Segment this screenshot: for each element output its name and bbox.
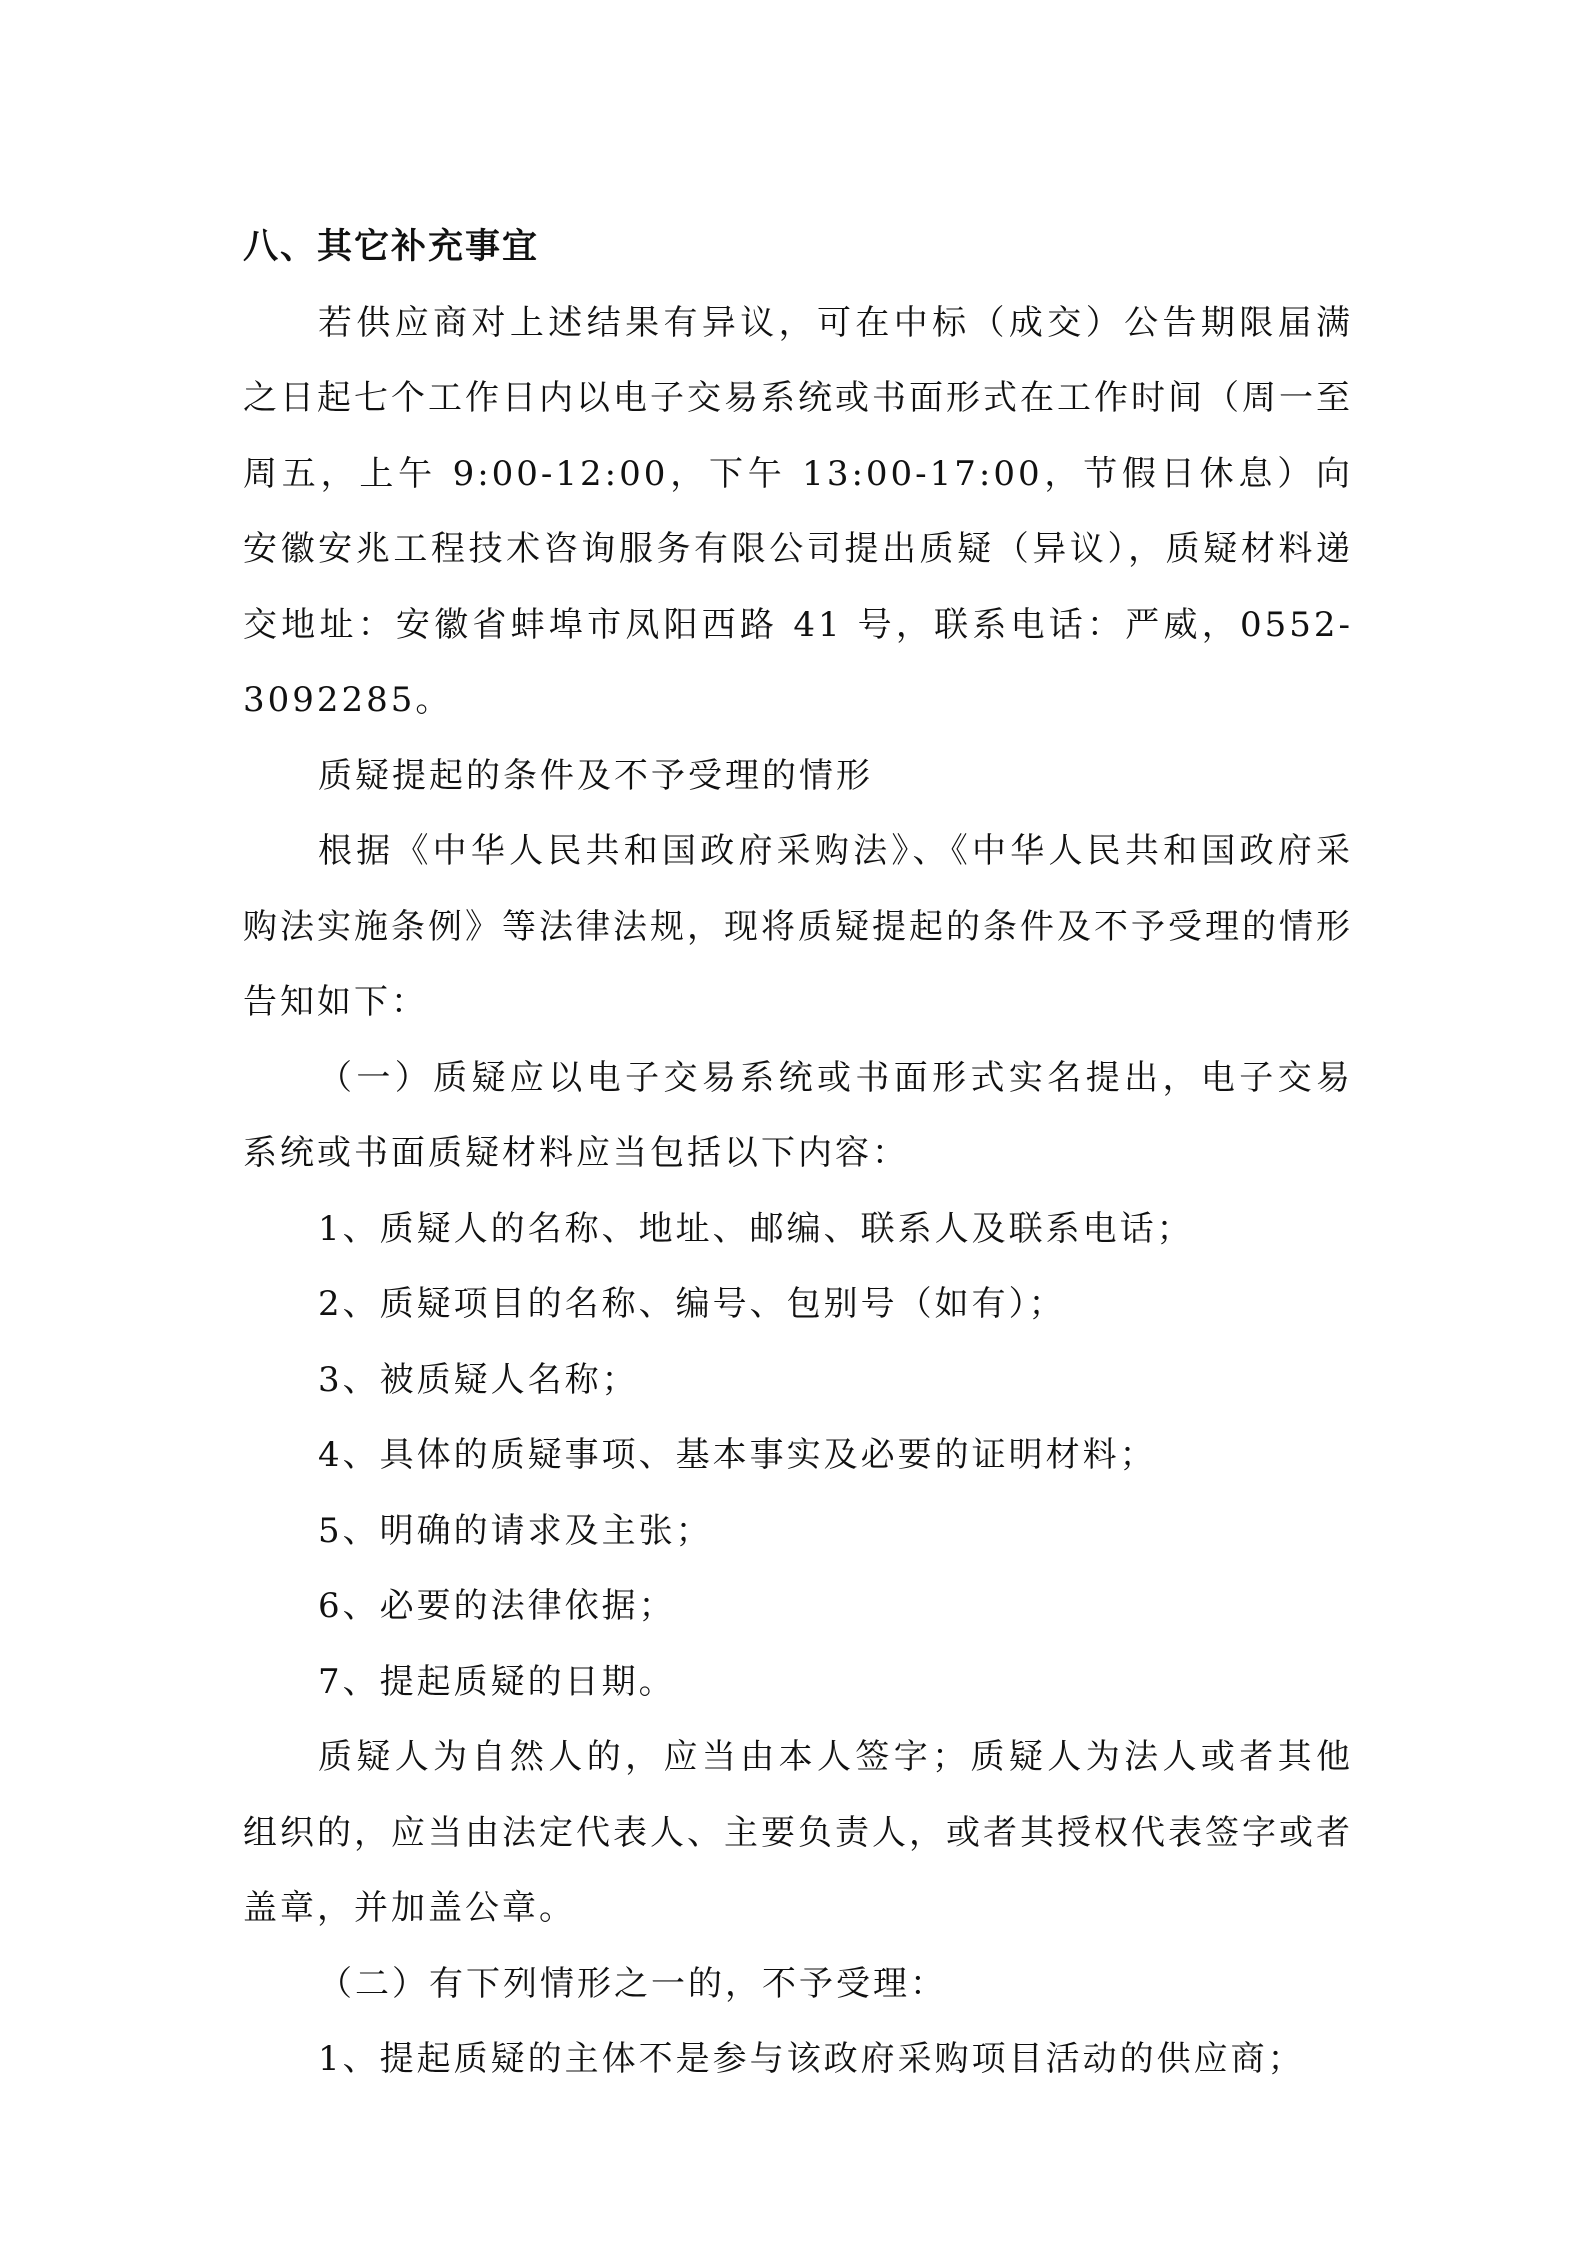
document-body bbox=[243, 210, 1353, 2098]
list-item: 2、质疑项目的名称、编号、包别号（如有）； bbox=[318, 1284, 1066, 1324]
objection-paragraph: 若供应商对上述结果有异议，可在中标（成交）公告期限届满之日起七个工作日内以电子交易系统或书面形式在工作时间（周一至周五，上午 9:00-12:00，下午 13:00-17:00，节假日休息）向安徽安兆工程技术咨询服务有限公司提出质疑（异议），质疑材料递交地址：安徽省蚌埠市凤阳西路 41 号，联系电话：严威，0552-3092285。 bbox=[243, 302, 1353, 720]
list-item: 3、被质疑人名称； bbox=[318, 1359, 639, 1400]
section-two-paragraph: （二）有下列情形之一的，不予受理： bbox=[318, 1963, 947, 2004]
list-item: 7、提起质疑的日期。 bbox=[318, 1661, 676, 1702]
list-item: 4、具体的质疑事项、基本事实及必要的证明材料； bbox=[318, 1435, 1157, 1475]
signature-paragraph: 质疑人为自然人的，应当由本人签字；质疑人为法人或者其他组织的，应当由法定代表人、主要负责人，或者其授权代表签字或者盖章，并加盖公章。 bbox=[243, 1737, 1353, 1928]
conditions-title-paragraph: 质疑提起的条件及不予受理的情形 bbox=[318, 755, 873, 796]
legal-basis-paragraph: 根据《中华人民共和国政府采购法》、《中华人民共和国政府采购法实施条例》等法律法规，现将质疑提起的条件及不予受理的情形告知如下： bbox=[243, 831, 1353, 1022]
list-item: 1、提起质疑的主体不是参与该政府采购项目活动的供应商； bbox=[318, 2039, 1305, 2079]
list-item: 5、明确的请求及主张； bbox=[318, 1510, 713, 1551]
section-one-paragraph: （一）质疑应以电子交易系统或书面形式实名提出，电子交易系统或书面质疑材料应当包括以下内容： bbox=[243, 1057, 1353, 1173]
list-item: 1、质疑人的名称、地址、邮编、联系人及联系电话； bbox=[318, 1208, 1194, 1249]
section-heading: 八、其它补充事宜 bbox=[243, 227, 540, 267]
list-item: 6、必要的法律依据； bbox=[318, 1586, 676, 1626]
